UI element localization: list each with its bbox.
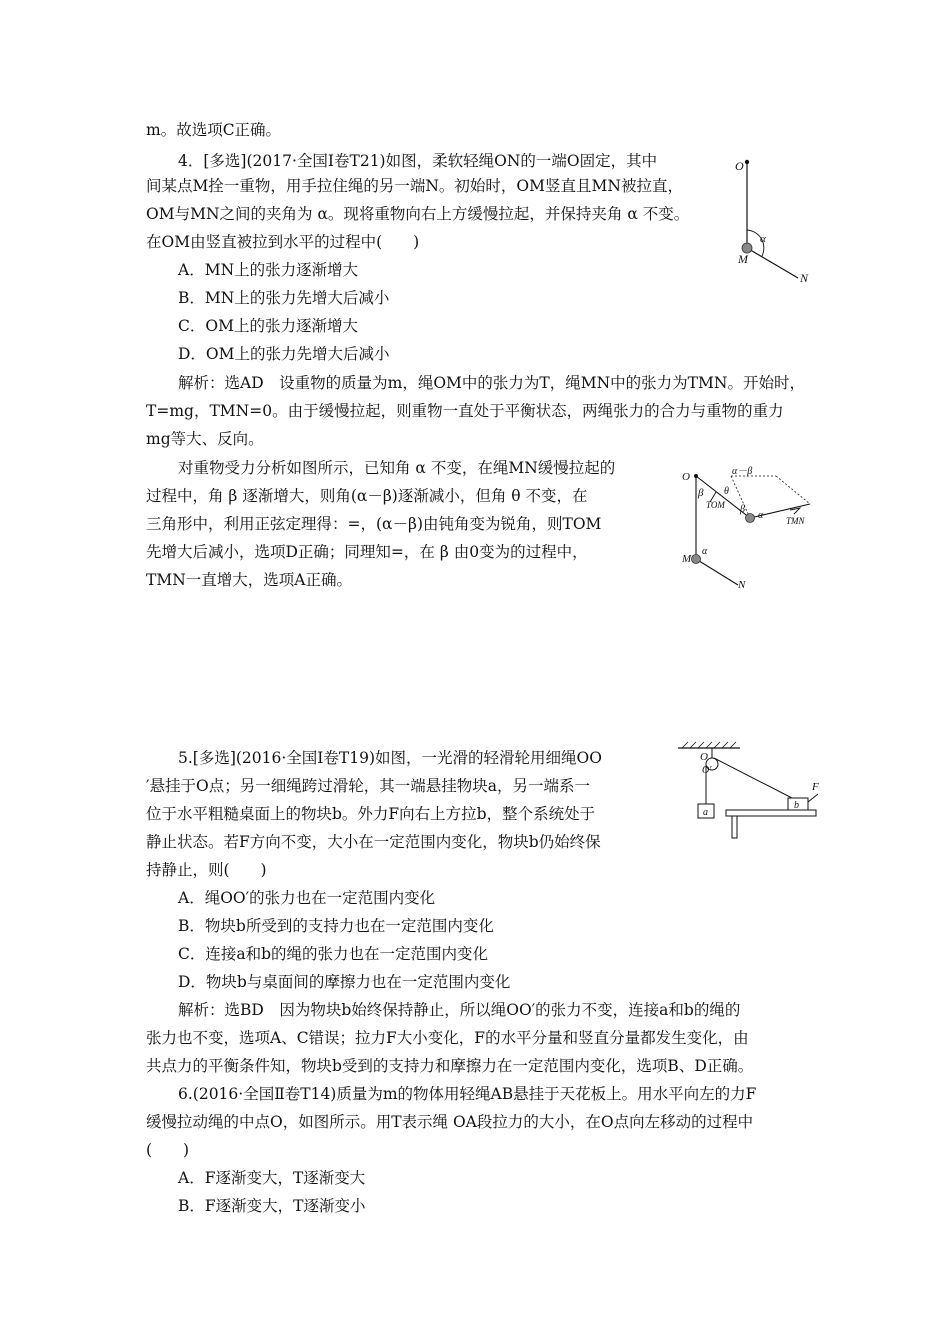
beta-label: β [698, 487, 704, 499]
option-d: D．OM上的张力先增大后减小 [178, 345, 390, 363]
analysis-text: T=mg，TMN=0。由于缓慢拉起，则重物一直处于平衡状态，两绳张力的合力与重物的重力 [146, 402, 784, 420]
text-line: 持静止，则( ) [146, 861, 267, 879]
option-a: A．绳OO′的张力也在一定范围内变化 [178, 889, 436, 907]
figure-pulley-system [676, 740, 821, 840]
text-line: OM与MN之间的夹角为 α。现将重物向右上方缓慢拉起，并保持夹角 α 不变。 [146, 205, 690, 223]
alpha-minus-beta-label: α－β [732, 466, 753, 477]
alpha-label: α [760, 233, 766, 245]
figure-rope-om [720, 150, 820, 290]
point-n-label: N [800, 271, 809, 285]
text-line: 位于水平粗糙桌面上的物块b。外力F向右上方拉b，整个系统处于 [146, 805, 596, 823]
point-o-label: O [682, 471, 690, 483]
block-b-label: b [794, 800, 799, 811]
text-line: 缓慢拉动绳的中点O，如图所示。用T表示绳 OA段拉力的大小，在O点向左移动的过程中 [146, 1113, 754, 1131]
analysis-text: 过程中，角 β 逐渐增大，则角(α－β)逐渐减小，但角 θ 不变，在 [146, 487, 588, 505]
text-line: ( ) [146, 1141, 190, 1159]
option-a: A．MN上的张力逐渐增大 [178, 261, 359, 279]
text-line: m。故选项C正确。 [146, 121, 282, 139]
question-5-stem: 5.[多选](2016·全国Ⅰ卷T19)如图，一光滑的轻滑轮用细绳OO [178, 749, 602, 767]
option-a: A．F逐渐变大，T逐渐变大 [178, 1169, 366, 1187]
alpha-label-3: α [702, 546, 708, 557]
point-m-label: M [738, 252, 748, 266]
analysis-text: 三角形中，利用正弦定理得：=，(α－β)由钝角变为锐角，则TOM [146, 515, 602, 533]
analysis-text: 先增大后减小，选项D正确；同理知=，在 β 由0变为的过程中， [146, 543, 588, 561]
analysis-text: 解析：选BD 因为物块b始终保持静止，所以绳OO′的张力不变，连接a和b的绳的 [178, 1001, 741, 1019]
text-line: ′悬挂于O点；另一细绳跨过滑轮，其一端悬挂物块a，另一端系一 [146, 777, 590, 795]
question-6-stem: 6.(2016·全国Ⅱ卷T14)质量为m的物体用轻绳AB悬挂于天花板上。用水平向左的力F [178, 1085, 757, 1103]
text-line: 在OM由竖直被拉到水平的过程中( ) [146, 233, 420, 251]
text-line: 静止状态。若F方向不变，大小在一定范围内变化，物块b仍始终保 [146, 833, 601, 851]
point-o-prime-label: O′ [702, 765, 712, 776]
block-a-label: a [703, 807, 708, 818]
figure-force-analysis [676, 462, 816, 592]
option-b: B．F逐渐变大，T逐渐变小 [178, 1197, 366, 1215]
point-n-label: N [738, 579, 746, 591]
option-d: D．物块b与桌面间的摩擦力也在一定范围内变化 [178, 973, 511, 991]
text-line: 间某点M拴一重物，用手拉住绳的另一端N。初始时，OM竖直且MN被拉直， [146, 177, 683, 195]
analysis-text: 解析：选AD 设重物的质量为m，绳OM中的张力为T，绳MN中的张力为TMN。开始时， [178, 374, 805, 392]
t-mn-label: TMN [786, 516, 805, 526]
analysis-text: TMN一直增大，选项A正确。 [146, 571, 352, 589]
point-o-label: O [700, 751, 708, 763]
analysis-text: mg等大、反向。 [146, 430, 264, 448]
beta-label-2: β [740, 504, 745, 515]
option-b: B．MN上的张力先增大后减小 [178, 289, 390, 307]
force-f-label: F [812, 781, 819, 793]
alpha-label-2: α [758, 510, 764, 521]
analysis-text: 共点力的平衡条件知，物块b受到的支持力和摩擦力在一定范围内变化，选项B、D正确。 [146, 1057, 754, 1075]
point-o-label: O [735, 159, 744, 173]
point-m-label: M [682, 553, 692, 565]
t-om-label: TOM [706, 500, 725, 510]
option-b: B．物块b所受到的支持力也在一定范围内变化 [178, 917, 494, 935]
analysis-text: 张力也不变，选项A、C错误；拉力F大小变化，F的水平分量和竖直分量都发生变化，由 [146, 1029, 749, 1047]
option-c: C．OM上的张力逐渐增大 [178, 317, 358, 335]
question-4-stem: 4．[多选](2017·全国Ⅰ卷T21)如图，柔软轻绳ON的一端O固定，其中 [178, 152, 658, 170]
option-c: C．连接a和b的绳的张力也在一定范围内变化 [178, 945, 489, 963]
analysis-text: 对重物受力分析如图所示，已知角 α 不变，在绳MN缓慢拉起的 [178, 459, 616, 477]
theta-label: θ [724, 486, 729, 497]
